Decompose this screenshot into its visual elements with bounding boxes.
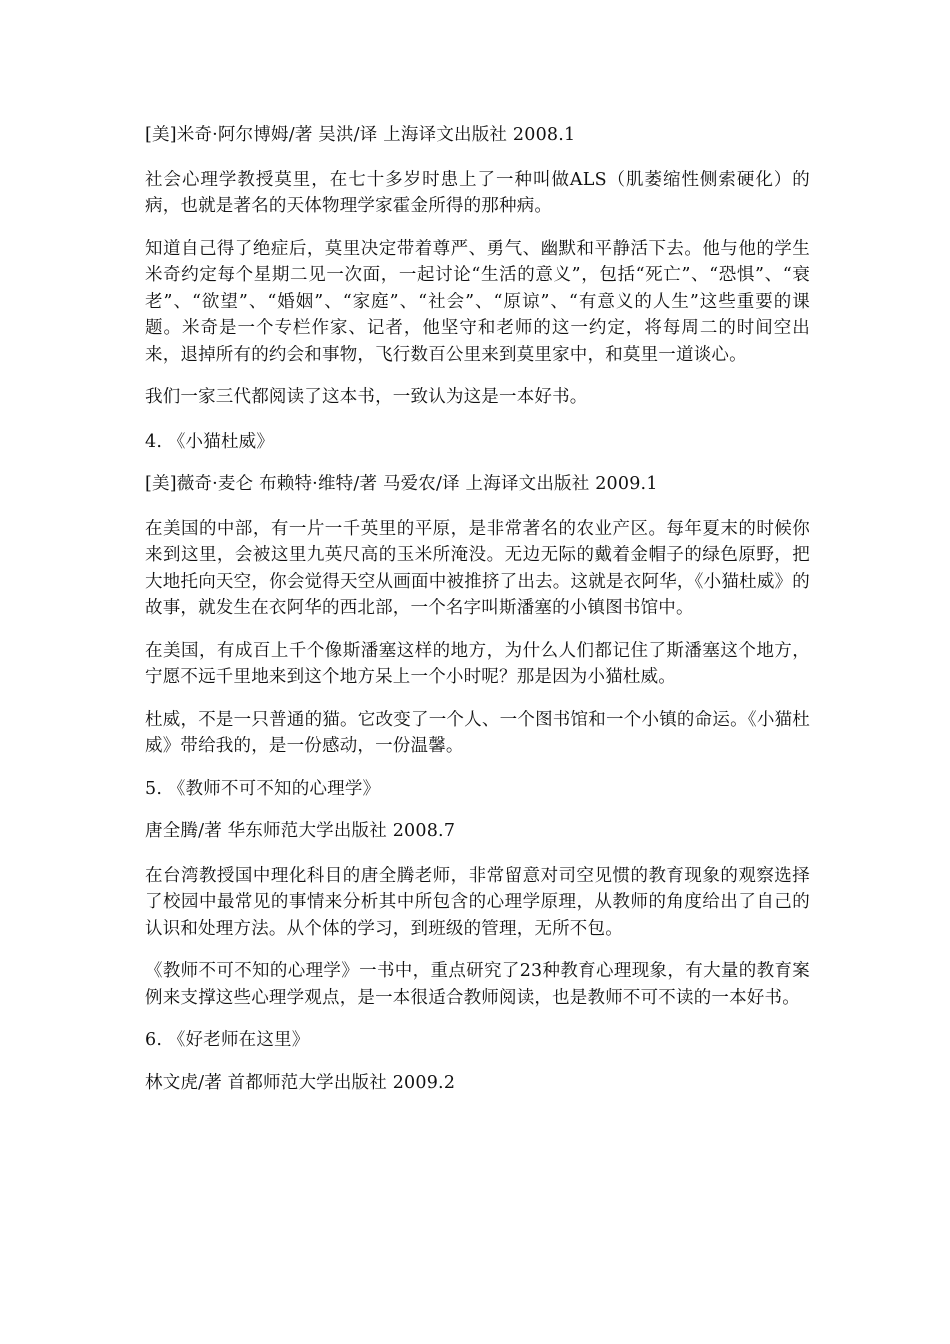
book-publication-info: 唐全腾/著 华东师范大学出版社 2008.7 bbox=[145, 821, 456, 841]
book-title-heading: 6. 《好老师在这里》 bbox=[145, 1030, 310, 1050]
book-title-heading: 4. 《小猫杜威》 bbox=[145, 431, 275, 452]
book-comment-paragraph: 我们一家三代都阅读了这本书，一致认为这是一本好书。 bbox=[145, 387, 588, 407]
book-description-paragraph: 知道自己得了绝症后，莫里决定带着尊严、勇气、幽默和平静活下去。他与他的学生米奇约定每个星期二见一次面，一起讨论“生活的意义”，包括“死亡”、“恐惧”、“衰老”、“欲望”、“婚姻”、“家庭”、“社会”、“原谅”、“有意义的人生”这些重要的课题。米奇是一个专栏作家、记者，他坚守和老师的这一约定，将每周二的时间空出来，退掉所有的约会和事物，飞行数百公里来到莫里家中，和莫里一道谈心。 bbox=[145, 238, 810, 365]
book-description-paragraph: 社会心理学教授莫里，在七十多岁时患上了一种叫做ALS（肌萎缩性侧索硬化）的病，也就是著名的天体物理学家霍金所得的那种病。 bbox=[145, 169, 810, 216]
book-description-paragraph: 《教师不可不知的心理学》一书中，重点研究了23种教育心理现象，有大量的教育案例来支撑这些心理学观点，是一本很适合教师阅读，也是教师不可不读的一本好书。 bbox=[145, 961, 810, 1008]
book-description-paragraph: 在美国的中部，有一片一千英里的平原，是非常著名的农业产区。每年夏末的时候你来到这里，会被这里九英尺高的玉米所淹没。无边无际的戴着金帽子的绿色原野，把大地托向天空，你会觉得天空从画面中被推挤了出去。这就是衣阿华，《小猫杜威》的故事，就发生在衣阿华的西北部，一个名字叫斯潘塞的小镇图书馆中。 bbox=[145, 518, 810, 618]
book-publication-info: 林文虎/著 首都师范大学出版社 2009.2 bbox=[145, 1072, 456, 1093]
book-publication-info: [美]米奇·阿尔博姆/著 吴洪/译 上海译文出版社 2008.1 bbox=[145, 125, 576, 145]
book-title-heading: 5. 《教师不可不知的心理学》 bbox=[145, 778, 381, 799]
book-description-paragraph: 在美国，有成百上千个像斯潘塞这样的地方，为什么人们都记住了斯潘塞这个地方，宁愿不远千里地来到这个地方呆上一个小时呢？那是因为小猫杜威。 bbox=[145, 640, 810, 687]
document-body bbox=[145, 122, 810, 1114]
book-description-paragraph: 杜威，不是一只普通的猫。它改变了一个人、一个图书馆和一个小镇的命运。《小猫杜威》带给我的，是一份感动，一份温馨。 bbox=[145, 709, 810, 756]
book-description-paragraph: 在台湾教授国中理化科目的唐全腾老师，非常留意对司空见惯的教育现象的观察选择了校园中最常见的事情来分析其中所包含的心理学原理，从教师的角度给出了自己的认识和处理方法。从个体的学习，到班级的管理，无所不包。 bbox=[145, 865, 810, 939]
book-publication-info: [美]薇奇·麦仑 布赖特·维特/著 马爱农/译 上海译文出版社 2009.1 bbox=[145, 474, 658, 494]
